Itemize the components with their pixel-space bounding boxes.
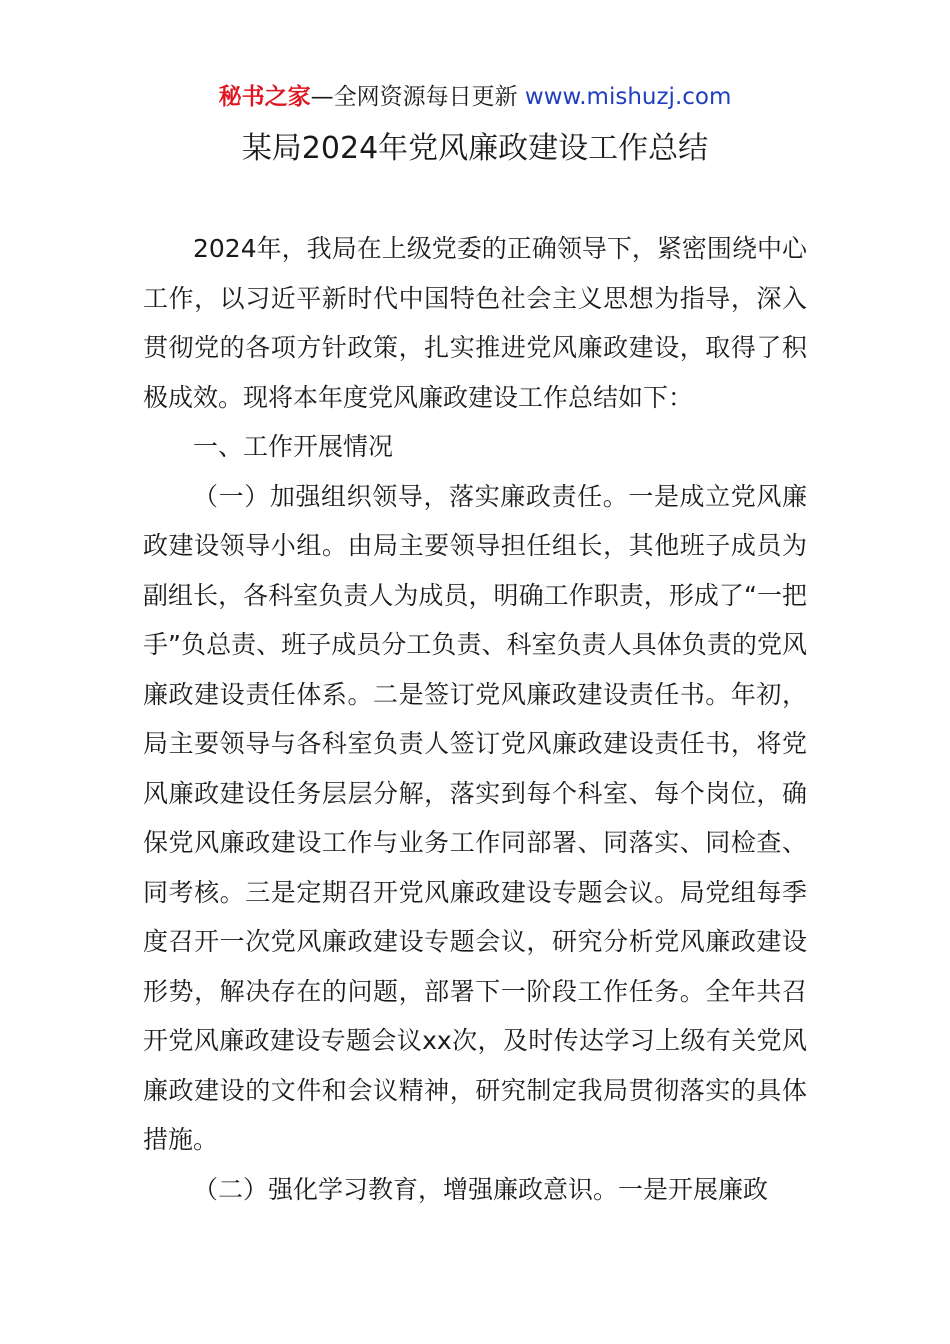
banner-brand: 秘书之家 [218,84,311,110]
banner-url: www.mishuzj.com [524,84,732,110]
site-banner [0,80,950,114]
subsection-paragraph: （一）加强组织领导，落实廉政责任。一是成立党风廉政建设领导小组。由局主要领导担任组长，其他班子成员为副组长，各科室负责人为成员，明确工作职责，形成了“一把手”负总责、班子成员分工负责、科室负责人具体负责的党风廉政建设责任体系。二是签订党风廉政建设责任书。年初，局主要领导与各科室负责人签订党风廉政建设责任书，将党风廉政建设任务层层分解，落实到每个科室、每个岗位，确保党风廉政建设工作与业务工作同部署、同落实、同检查、同考核。三是定期召开党风廉政建设专题会议。局党组每季度召开一次党风廉政建设专题会议，研究分析党风廉政建设形势，解决存在的问题，部署下一阶段工作任务。全年共召开党风廉政建设专题会议xx次，及时传达学习上级有关党风廉政建设的文件和会议精神，研究制定我局贯彻落实的具体措施。 [143,481,807,1154]
document-body [143,224,807,1214]
document-title: 某局2024年党风廉政建设工作总结 [241,131,709,166]
intro-paragraph: 2024年，我局在上级党委的正确领导下，紧密围绕中心工作，以习近平新时代中国特色社会主义思想为指导，深入贯彻党的各项方针政策，扎实推进党风廉政建设，取得了积极成效。现将本年度党风廉政建设工作总结如下： [143,234,807,412]
section-heading: 一、工作开展情况 [193,432,394,461]
subsection-paragraph: （二）强化学习教育，增强廉政意识。一是开展廉政 [193,1174,769,1204]
banner-tagline: —全网资源每日更新 [310,84,525,110]
